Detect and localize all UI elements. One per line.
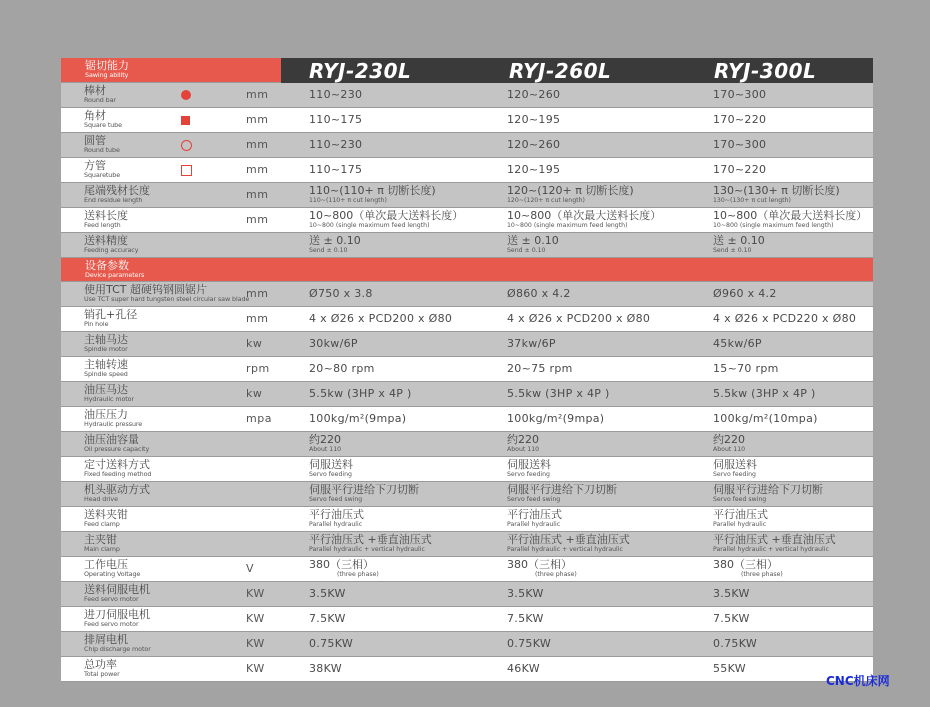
spec-value-main: 送 ± 0.10 bbox=[507, 234, 559, 247]
spec-value-main: 10~800（单次最大送料长度） bbox=[507, 209, 662, 222]
spec-name-zh: 角材 bbox=[84, 109, 106, 122]
spec-value-sub: Servo feeding bbox=[507, 471, 550, 478]
spec-value-sub: (three phase) bbox=[535, 571, 577, 578]
spec-value: 3.5KW bbox=[713, 587, 750, 600]
spec-name-zh: 总功率 bbox=[84, 658, 117, 671]
spec-name bbox=[84, 482, 284, 506]
spec-value: 110~175 bbox=[309, 113, 363, 126]
spec-name-en: Pin hole bbox=[84, 320, 109, 328]
spec-value-main: 约220 bbox=[309, 433, 341, 446]
spec-value-sub: 130~(130+ π cut length) bbox=[713, 197, 791, 204]
spec-value-sub: Send ± 0.10 bbox=[713, 247, 752, 254]
spec-row bbox=[61, 133, 873, 158]
spec-row bbox=[61, 183, 873, 208]
spec-value-sub: Parallel hydraulic + vertical hydraulic bbox=[713, 546, 829, 553]
spec-row bbox=[61, 657, 873, 682]
section-header bbox=[61, 258, 873, 282]
spec-value-sub: Parallel hydraulic + vertical hydraulic bbox=[309, 546, 425, 553]
spec-unit: mm bbox=[246, 213, 269, 226]
spec-value: 38KW bbox=[309, 662, 342, 675]
spec-value-main: 平行油压式 bbox=[309, 508, 364, 521]
spec-name-en: Head drive bbox=[84, 495, 118, 503]
model-name: RYJ-230L bbox=[309, 59, 412, 83]
spec-value-sub: Servo feed swing bbox=[713, 496, 767, 503]
filled-circle-icon bbox=[181, 90, 191, 100]
spec-value: 20~75 rpm bbox=[507, 362, 573, 375]
spec-value-main: 380（三相） bbox=[713, 558, 778, 571]
spec-row bbox=[61, 233, 873, 258]
spec-value: 46KW bbox=[507, 662, 540, 675]
spec-name-en: Feed length bbox=[84, 221, 121, 229]
spec-value: 55KW bbox=[713, 662, 746, 675]
spec-unit: mm bbox=[246, 163, 269, 176]
spec-name bbox=[84, 532, 284, 556]
spec-name-en: Oil pressure capacity bbox=[84, 445, 150, 453]
spec-value-sub: Send ± 0.10 bbox=[309, 247, 348, 254]
spec-unit: mm bbox=[246, 113, 269, 126]
spec-value-sub: Servo feed swing bbox=[507, 496, 561, 503]
spec-row bbox=[61, 457, 873, 482]
spec-value: 120~195 bbox=[507, 163, 561, 176]
spec-value-main: 伺服送料 bbox=[309, 458, 353, 471]
spec-value-main: 约220 bbox=[507, 433, 539, 446]
spec-value-main: 380（三相） bbox=[507, 558, 572, 571]
spec-name-zh: 送料伺服电机 bbox=[84, 583, 150, 596]
spec-value-sub: About 110 bbox=[507, 446, 540, 453]
spec-unit: mm bbox=[246, 88, 269, 101]
spec-unit: kw bbox=[246, 387, 263, 400]
spec-row bbox=[61, 382, 873, 407]
spec-value-main: 10~800（单次最大送料长度） bbox=[309, 209, 464, 222]
spec-name-zh: 主轴转速 bbox=[84, 358, 128, 371]
spec-value-main: 120~(120+ π 切断长度) bbox=[507, 184, 634, 197]
spec-unit: KW bbox=[246, 587, 265, 600]
spec-value: 120~260 bbox=[507, 138, 561, 151]
spec-name-zh: 油压马达 bbox=[84, 383, 128, 396]
spec-unit: mm bbox=[246, 312, 269, 325]
spec-name-zh: 主轴马达 bbox=[84, 333, 128, 346]
spec-unit: kw bbox=[246, 337, 263, 350]
spec-name-zh: 尾端残材长度 bbox=[84, 184, 150, 197]
spec-name-en: Use TCT super hard tungsten steel circular saw blade bbox=[84, 295, 250, 303]
spec-value: 3.5KW bbox=[309, 587, 346, 600]
spec-value-sub: Send ± 0.10 bbox=[507, 247, 546, 254]
section-header bbox=[61, 58, 873, 83]
spec-value: 45kw/6P bbox=[713, 337, 762, 350]
spec-value-sub: (three phase) bbox=[741, 571, 783, 578]
filled-square-icon bbox=[181, 116, 190, 125]
spec-name-en: Total power bbox=[84, 670, 120, 678]
spec-name-zh: 销孔+孔径 bbox=[84, 308, 138, 321]
spec-value: 4 x Ø26 x PCD200 x Ø80 bbox=[507, 312, 651, 325]
spec-value-sub: 10~800 (single maximum feed length) bbox=[309, 222, 430, 229]
section-title-en: Sawing ability bbox=[85, 71, 129, 79]
spec-value-sub: 10~800 (single maximum feed length) bbox=[507, 222, 628, 229]
spec-value-main: 380（三相） bbox=[309, 558, 374, 571]
spec-name-zh: 圆管 bbox=[84, 134, 106, 147]
spec-value: 100kg/m²(9mpa) bbox=[507, 412, 605, 425]
spec-value-main: 10~800（单次最大送料长度） bbox=[713, 209, 868, 222]
spec-value-main: 110~(110+ π 切断长度) bbox=[309, 184, 436, 197]
spec-row bbox=[61, 482, 873, 507]
spec-row bbox=[61, 582, 873, 607]
spec-row bbox=[61, 357, 873, 382]
spec-value: 20~80 rpm bbox=[309, 362, 375, 375]
model-name: RYJ-260L bbox=[509, 59, 612, 83]
spec-name-en: Square tube bbox=[84, 121, 122, 129]
spec-name-en: Feed servo motor bbox=[84, 620, 139, 628]
spec-name-en: Feeding accuracy bbox=[84, 246, 139, 254]
spec-name bbox=[84, 457, 284, 481]
spec-row bbox=[61, 307, 873, 332]
spec-name-zh: 油压油容量 bbox=[84, 433, 139, 446]
spec-name bbox=[84, 233, 284, 257]
spec-name-en: Hydraulic pressure bbox=[84, 420, 143, 428]
spec-value-sub: About 110 bbox=[309, 446, 342, 453]
spec-value-main: 平行油压式 +垂直油压式 bbox=[309, 533, 432, 546]
spec-value-main: 伺服平行进给下刀切断 bbox=[507, 483, 617, 496]
spec-value: 4 x Ø26 x PCD220 x Ø80 bbox=[713, 312, 857, 325]
spec-name bbox=[84, 432, 284, 456]
spec-row bbox=[61, 507, 873, 532]
spec-name-en: Feed servo motor bbox=[84, 595, 139, 603]
spec-value-main: 伺服送料 bbox=[713, 458, 757, 471]
spec-value-sub: Parallel hydraulic + vertical hydraulic bbox=[507, 546, 623, 553]
section-title-zh: 设备参数 bbox=[85, 259, 129, 272]
spec-row bbox=[61, 532, 873, 557]
spec-unit: rpm bbox=[246, 362, 270, 375]
spec-value: 15~70 rpm bbox=[713, 362, 779, 375]
spec-row bbox=[61, 407, 873, 432]
spec-name-zh: 送料夹钳 bbox=[84, 508, 128, 521]
spec-value: 110~175 bbox=[309, 163, 363, 176]
spec-name-en: Round tube bbox=[84, 146, 120, 154]
spec-unit: mm bbox=[246, 287, 269, 300]
spec-value-sub: 110~(110+ π cut length) bbox=[309, 197, 387, 204]
spec-name-zh: 送料长度 bbox=[84, 209, 128, 222]
spec-unit: mpa bbox=[246, 412, 272, 425]
section-title-en: Device parameters bbox=[85, 271, 145, 279]
spec-value: 110~230 bbox=[309, 88, 363, 101]
spec-value: 37kw/6P bbox=[507, 337, 556, 350]
spec-unit: mm bbox=[246, 188, 269, 201]
spec-value: 0.75KW bbox=[309, 637, 353, 650]
spec-value: 0.75KW bbox=[713, 637, 757, 650]
spec-unit: mm bbox=[246, 138, 269, 151]
spec-row bbox=[61, 158, 873, 183]
model-name: RYJ-300L bbox=[714, 59, 817, 83]
spec-value: 4 x Ø26 x PCD200 x Ø80 bbox=[309, 312, 453, 325]
spec-value-main: 130~(130+ π 切断长度) bbox=[713, 184, 840, 197]
spec-value: 170~220 bbox=[713, 113, 767, 126]
spec-row bbox=[61, 108, 873, 133]
spec-name-en: Operating Voltage bbox=[84, 570, 141, 578]
spec-value-sub: About 110 bbox=[713, 446, 746, 453]
spec-value-main: 约220 bbox=[713, 433, 745, 446]
spec-unit: KW bbox=[246, 637, 265, 650]
section-title bbox=[85, 258, 285, 281]
spec-value-main: 送 ± 0.10 bbox=[713, 234, 765, 247]
spec-row bbox=[61, 332, 873, 357]
spec-value: 7.5KW bbox=[507, 612, 544, 625]
spec-value: Ø860 x 4.2 bbox=[507, 287, 571, 300]
spec-name-zh: 油压压力 bbox=[84, 408, 128, 421]
spec-unit: KW bbox=[246, 662, 265, 675]
spec-value: 5.5kw (3HP x 4P ) bbox=[713, 387, 816, 400]
hollow-square-icon bbox=[181, 165, 192, 176]
spec-name-en: End residue length bbox=[84, 196, 143, 204]
spec-name-zh: 使用TCT 超硬钨钢圆锯片 bbox=[84, 283, 207, 296]
spec-row bbox=[61, 607, 873, 632]
spec-value-sub: Parallel hydraulic bbox=[507, 521, 561, 528]
spec-value-main: 平行油压式 +垂直油压式 bbox=[507, 533, 630, 546]
spec-value: 5.5kw (3HP x 4P ) bbox=[309, 387, 412, 400]
spec-row bbox=[61, 632, 873, 657]
spec-value-sub: 10~800 (single maximum feed length) bbox=[713, 222, 834, 229]
spec-value-sub: Parallel hydraulic bbox=[713, 521, 767, 528]
spec-value: 100kg/m²(9mpa) bbox=[309, 412, 407, 425]
spec-name-en: Feed clamp bbox=[84, 520, 120, 528]
spec-unit: KW bbox=[246, 612, 265, 625]
spec-name-en: Hydraulic motor bbox=[84, 395, 135, 403]
spec-name-zh: 排屑电机 bbox=[84, 633, 128, 646]
spec-value-main: 平行油压式 bbox=[713, 508, 768, 521]
spec-value: 100kg/m²(10mpa) bbox=[713, 412, 818, 425]
spec-value: 3.5KW bbox=[507, 587, 544, 600]
spec-name-en: Main clamp bbox=[84, 545, 120, 553]
spec-row bbox=[61, 83, 873, 108]
spec-row bbox=[61, 557, 873, 582]
spec-value: 7.5KW bbox=[713, 612, 750, 625]
spec-name-zh: 棒材 bbox=[84, 84, 106, 97]
spec-value: 170~300 bbox=[713, 138, 767, 151]
spec-value-sub: Servo feeding bbox=[713, 471, 756, 478]
watermark: CNC机床网 bbox=[826, 674, 890, 688]
spec-value: 5.5kw (3HP x 4P ) bbox=[507, 387, 610, 400]
spec-value: 120~195 bbox=[507, 113, 561, 126]
hollow-circle-icon bbox=[181, 140, 192, 151]
spec-name-en: Squaretube bbox=[84, 171, 121, 179]
spec-value: 7.5KW bbox=[309, 612, 346, 625]
spec-value-main: 平行油压式 +垂直油压式 bbox=[713, 533, 836, 546]
spec-value: 0.75KW bbox=[507, 637, 551, 650]
spec-name-en: Spindle motor bbox=[84, 345, 128, 353]
spec-value-main: 平行油压式 bbox=[507, 508, 562, 521]
spec-row bbox=[61, 432, 873, 457]
section-title-zh: 锯切能力 bbox=[85, 59, 129, 72]
spec-name-zh: 进刀伺服电机 bbox=[84, 608, 150, 621]
section-title bbox=[85, 58, 285, 82]
spec-name-en: Fixed feeding method bbox=[84, 470, 152, 478]
spec-value: 30kw/6P bbox=[309, 337, 358, 350]
spec-name-zh: 主夹钳 bbox=[84, 533, 117, 546]
spec-row bbox=[61, 282, 873, 307]
spec-value: Ø750 x 3.8 bbox=[309, 287, 373, 300]
spec-value-sub: Parallel hydraulic bbox=[309, 521, 363, 528]
spec-value-main: 伺服送料 bbox=[507, 458, 551, 471]
spec-name-zh: 送料精度 bbox=[84, 234, 128, 247]
spec-name-zh: 定寸送料方式 bbox=[84, 458, 150, 471]
spec-value: Ø960 x 4.2 bbox=[713, 287, 777, 300]
spec-value-sub: (three phase) bbox=[337, 571, 379, 578]
spec-value: 110~230 bbox=[309, 138, 363, 151]
spec-name-en: Chip discharge motor bbox=[84, 645, 151, 653]
spec-name bbox=[84, 507, 284, 531]
spec-value-main: 伺服平行进给下刀切断 bbox=[309, 483, 419, 496]
spec-value-main: 送 ± 0.10 bbox=[309, 234, 361, 247]
spec-name-zh: 方管 bbox=[84, 159, 106, 172]
spec-value: 170~220 bbox=[713, 163, 767, 176]
spec-name-en: Spindle speed bbox=[84, 370, 128, 378]
spec-value-sub: Servo feed swing bbox=[309, 496, 363, 503]
spec-table bbox=[61, 58, 873, 682]
spec-value-sub: Servo feeding bbox=[309, 471, 352, 478]
spec-name-zh: 机头驱动方式 bbox=[84, 483, 150, 496]
spec-name-zh: 工作电压 bbox=[84, 558, 128, 571]
spec-value-main: 伺服平行进给下刀切断 bbox=[713, 483, 823, 496]
spec-value-sub: 120~(120+ π cut length) bbox=[507, 197, 585, 204]
spec-value: 120~260 bbox=[507, 88, 561, 101]
spec-row bbox=[61, 208, 873, 233]
spec-name-en: Round bar bbox=[84, 96, 116, 104]
spec-value: 170~300 bbox=[713, 88, 767, 101]
spec-unit: V bbox=[246, 562, 255, 575]
